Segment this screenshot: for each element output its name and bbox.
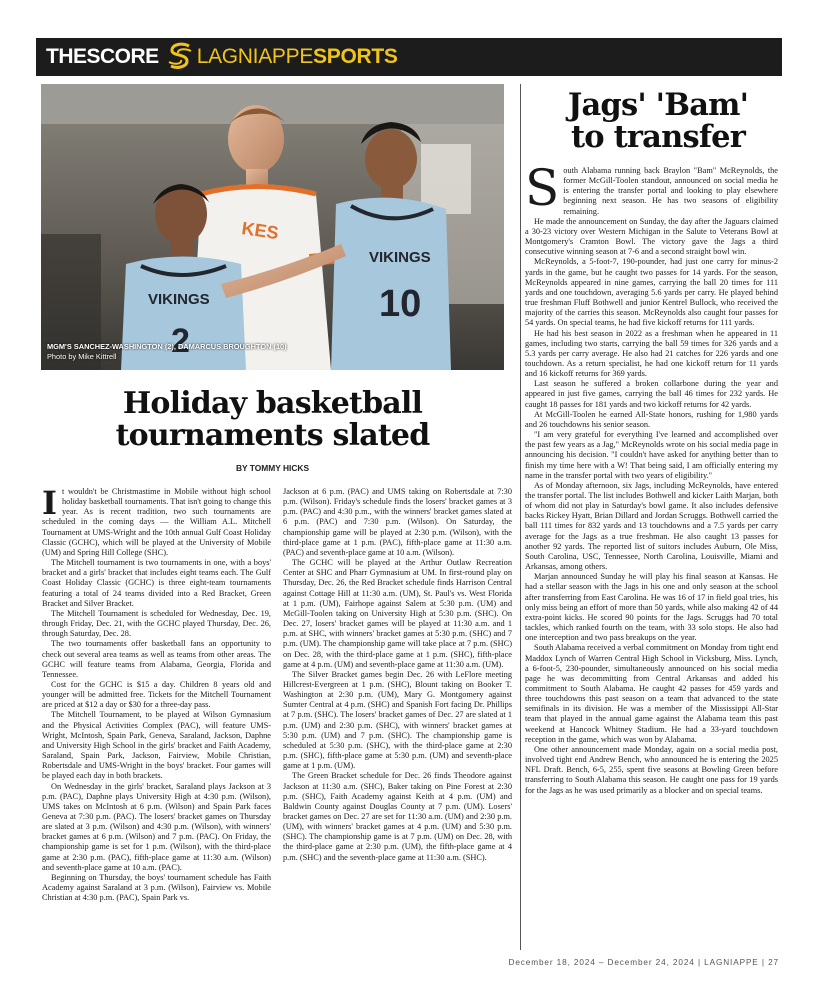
article-paragraph: It wouldn't be Christmastime in Mobile without high school holiday basketball tournaments. That isn't going to change this year. As is recent tradition, two such tournaments are scheduled in the coming days — the William A.L. Mitchell Tournament at UMS-Wright and the 10th annual Gulf Coast Holiday Classic (GCHC), which will be played at the University of Mobile (UM) and Spring Hill College (SHC). xyxy=(42,484,271,557)
banner-the: THE xyxy=(46,45,87,68)
column-divider xyxy=(520,84,521,950)
article-paragraph: The Green Bracket schedule for Dec. 26 finds Theodore against Jackson at 11:30 a.m. (SHC), Baker taking on Pine Forest at 2:30 p.m. (SHC), Faith Academy against Keith at 4 p.m. (UM) and Baldwin County against Douglas County at 7 p.m. (UM). Losers' bracket games on Dec. 27 are set for 11:30 a.m. (UM) and 2:30 p.m. (UM), with winners' bracket games at 4 p.m. (UM) and 5:30 p.m. (SHC). The championship game is at 7 p.m. (UM) on Dec. 28, with the third-place game at 2:30 p.m. (UM), the fifth-place game at 4 p.m. (SHC) and the seventh-place game at 11:30 a.m. (SHC). xyxy=(283,771,512,862)
left-article-column-2 xyxy=(283,487,512,863)
article-paragraph: "I am very grateful for everything I've learned and accomplished over the past few years as a Jag," McReynolds wrote on his social media page in announcing his decision. "I couldn't have asked for anything better than to finish my time here with a W! That being said, I am officially entering my name in the transfer portal with two years of eligibility." xyxy=(525,430,778,480)
article-paragraph: Marjan announced Sunday he will play his final season at Kansas. He had a stellar season with the Jags in his one and only season at the school after transferring from East Carolina. He was 16 of 17 in field goal tries, his only miss being an effort of more than 50 yards, while also making 42 of 44 extra-point kicks. He scored 90 points for the Jags. Scruggs had 70 total tackles, which ranked fourth on the team, with 33 solo stops. He also had one interception and two pass breakups on the year. xyxy=(525,572,778,643)
section-banner xyxy=(36,38,782,76)
article-paragraph: As of Monday afternoon, six Jags, including McReynolds, have entered the transfer portal. The list includes Bothwell and kicker Laith Marjan, both of whom did not play in Saturday's bowl game. It also includes defensive backs Rickey Hyatt, Brian Dillard and Jordan Scruggs. Bothwell carried the ball 111 times for 832 yards and 13 touchdowns and a 7.5 yards per carry average for the Jags as a true freshman. He also caught 13 passes for another 92 yards. The reported list of suitors includes Auburn, Ole Miss, South Carolina, USC, Tennessee, North Carolina, Louisville, Miami and Arkansas, among others. xyxy=(525,480,778,572)
left-headline-line2: tournaments slated xyxy=(115,418,430,453)
article-paragraph: Jackson at 6 p.m. (PAC) and UMS taking on Robertsdale at 7:30 p.m. (Wilson). Friday's schedule finds the losers' bracket games at 3 p.m. (PAC) and 4:30 p.m., with the winners' bracket games slated at 6 p.m. (PAC) and 7:30 p.m. (Wilson). On Saturday, the championship game will be played at 2:30 p.m. (Wilson), with the third-place game at 1 p.m. (PAC), fifth-place game at 11:30 a.m. (PAC) and seventh-place game at 10 a.m. (Wilson). xyxy=(283,487,512,557)
right-article-column xyxy=(525,159,778,796)
article-paragraph: He had his best season in 2022 as a freshman when he appeared in 11 games, including two starts, carrying the ball 59 times for 326 yards and a 5.3 yards per carry average. He also had 21 catches for 226 yards and one touchdown. As a return specialist, he had one kickoff return for 11 yards and 16 kickoff returns for 369 yards. xyxy=(525,328,778,379)
lagniappe-logo-icon xyxy=(167,42,193,72)
page-number: 27 xyxy=(768,958,779,967)
jersey-left-team: VIKINGS xyxy=(148,291,210,308)
photo-illustration xyxy=(41,84,504,370)
footer-dates: December 18, 2024 – December 24, 2024 xyxy=(508,958,695,967)
footer-separator: | xyxy=(697,958,701,967)
right-headline-line1: Jags' 'Bam' xyxy=(567,87,749,123)
article-paragraph: The Silver Bracket games begin Dec. 26 with LeFlore meeting Hillcrest-Evergreen at 1 p.m. (SHC), Blount taking on Booker T. Washington at 2:30 p.m. (UM), Mary G. Montgomery against Sumter Central at 4 p.m. (SHC) and Spanish Fort facing Dr. Phillips at 7 p.m. (SHC). The losers' bracket games of Dec. 27 are slated at 1 p.m. (UM) and 2:30 p.m. (SHC), with winners' bracket games at 5:30 p.m. (UM) and 7 p.m. (SHC). The championship game is scheduled at 5:30 p.m. (SHC), with the third-place game at 2:30 p.m. (SHC), fifth-place game at 5:30 p.m. (UM) and seventh-place game at 1 p.m. (UM). xyxy=(283,669,512,771)
left-article-column-1 xyxy=(42,484,271,903)
article-paragraph: The Mitchell Tournament is scheduled for Wednesday, Dec. 19, through Friday, Dec. 21, with the GCHC played Thursday, Dec. 26, through Saturday, Dec. 28. xyxy=(42,608,271,639)
svg-text:KES: KES xyxy=(240,218,280,244)
footer-publication: LAGNIAPPE xyxy=(704,958,759,967)
article-paragraph: McReynolds, a 5-foot-7, 190-pounder, had just one carry for minus-2 yards in the game, but he caught two passes for 14 yards. For the season, McReynolds appeared in nine games, carrying the ball 20 times for 111 yards and one touchdown, averaging 5.6 yards per carry. He played behind true freshman Fluff Bothwell and junior Kentrel Bullock, who received the majority of the carries this season. McReynolds also caught four passes for 54 yards. On special teams, he had five kickoff returns for 111 yards. xyxy=(525,257,778,328)
article-paragraph: Cost for the GCHC is $15 a day. Children 8 years old and younger will be admitted free. Tickets for the Mitchell Tournament are priced at $12 a day or $30 for a three-day pass. xyxy=(42,679,271,710)
jersey-right-team: VIKINGS xyxy=(369,249,431,266)
footer-separator: | xyxy=(761,958,765,967)
left-headline xyxy=(41,388,504,452)
right-headline-line2: to transfer xyxy=(570,119,746,155)
left-headline-line1: Holiday basketball xyxy=(122,386,423,421)
article-paragraph: Last season he suffered a broken collarbone during the year and appeared in just five games, carrying the ball 46 times for 232 yards. He caught 18 passes for 181 yards and two kickoff returns for 42 yards. xyxy=(525,379,778,409)
banner-score: SCORE xyxy=(86,45,159,68)
caption-text: MGM'S SANCHEZ-WASHINGTON (2), DAMARCUS BROUGHTON (10) xyxy=(47,342,287,351)
photo-credit: Photo by Mike Kittrell xyxy=(47,351,117,361)
photo-caption xyxy=(47,342,287,361)
article-paragraph: The Mitchell tournament is two tournaments in one, with a boys' bracket and a girls' bracket that includes eight teams each. The Gulf Coast Holiday Classic (GCHC) is three eight-team tournaments featuring a total of 24 teams divided into a Red Bracket, Green Bracket and Silver Bracket. xyxy=(42,558,271,608)
right-headline xyxy=(527,89,789,153)
page-footer xyxy=(509,958,779,967)
banner-lagniappe: LAGNIAPPE xyxy=(196,45,314,68)
article-paragraph: The Mitchell Tournament, to be played at Wilson Gymnasium and the Physical Activities Complex (PAC), will feature UMS-Wright, McIntosh, Spain Park, Geneva, Saraland, Jackson, Daphne and University High School in the girls' bracket and Faith Academy, Saraland, Spain Park, Jackson, Fairview, Mobile Christian, Robertsdale and UMS-Wright in the boys' bracket. Four games will be played each day in both brackets. xyxy=(42,710,271,781)
article-paragraph: One other announcement made Monday, again on a social media post, involved tight end Andrew Bench, who announced he is entering the 2025 NFL Draft. Bench, 6-5, 255, spent five seasons at Bowling Green before transferring to South Alabama this season. He caught one pass for 19 yards for the Jags as he was used primarily as a blocker and on special teams. xyxy=(525,744,778,795)
byline: BY TOMMY HICKS xyxy=(235,463,310,473)
jersey-right-number: 10 xyxy=(379,283,422,325)
article-paragraph: He made the announcement on Sunday, the day after the Jaguars claimed a 30-23 victory over Western Michigan in the Salute to Veterans Bowl at Montgomery's Cramton Bowl. The victory gave the Jags a third consecutive winning season at 7-6 and a second straight bowl win. xyxy=(525,216,778,257)
article-paragraph: The GCHC will be played at the Arthur Outlaw Recreation Center at SHC and Pharr Gymnasium at UM. In first-round play on Thursday, Dec. 26, the Red Bracket schedule finds Harrison Central against Cottage Hill at 11:30 a.m. (UM), St. Paul's vs. West Florida at 1 p.m. (UM), Fairhope against Salem at 5:30 p.m. (UM) and McGill-Toolen taking on University High at 5:30 p.m. (SHC). On Dec. 27, losers' bracket games will be played at 11:30 a.m. and 1 p.m. at SHC, with winners' bracket games at 5:30 p.m. (SHC) and 7 p.m. (UM). The championship game will take place at 7 p.m. (SHC) on Dec. 28, with the third-place game at 1 p.m. (SHC), fifth-place game at 4 p.m. (UM) and seventh-place game at 11:30 a.m. (UM). xyxy=(283,558,512,669)
article-paragraph: On Wednesday in the girls' bracket, Saraland plays Jackson at 3 p.m. (PAC), Daphne plays University High at 4:30 p.m. (Wilson), UMS takes on McIntosh at 6 p.m. (Wilson) and Spain Park faces Geneva at 7:30 p.m. (PAC). The losers' bracket games on Thursday are slated at 3 p.m. (Wilson) and 4:30 p.m. (Wilson), with winners' bracket games at 6 p.m. (Wilson) and 7 p.m. (PAC). On Friday, the championship game is set for 1 p.m. (Wilson), with the third-place game at 2:30 p.m. (PAC), fifth-place game at 11:30 a.m. (Wilson) and seventh-place game at 10 a.m. (PAC). xyxy=(42,781,271,872)
banner-sports: SPORTS xyxy=(313,45,398,68)
drop-cap: S xyxy=(525,159,560,217)
article-paragraph: Beginning on Thursday, the boys' tournament schedule has Faith Academy against Saraland at 3 p.m. (Wilson), Fairview vs. Mobile Christian at 4:30 p.m. (PAC), Spain Park vs. xyxy=(42,872,271,903)
article-paragraph: South Alabama received a verbal commitment on Monday from tight end Maddox Lynch of Warren Central High School in Vicksburg, Miss. Lynch, a 6-foot-5, 230-pounder, simultaneously announced on his social media page he was decommitting from Central Arkansas and added his commitment to South Alabama. He caught 42 passes for 459 yards and three touchdowns this past season on a team that advanced to the state semifinals in its division. He was a member of the Mississippi All-Star team that played in the annual game against the Alabama team this past weekend at Hancock Whitney Stadium. He had a 33-yard touchdown reception in the game, which was won by Alabama. xyxy=(525,643,778,744)
basketball-photo xyxy=(41,84,504,370)
jersey-left-number: 2 xyxy=(171,322,190,360)
article-paragraph: At McGill-Toolen he earned All-State honors, rushing for 1,980 yards and 26 touchdowns his senior season. xyxy=(525,409,778,429)
article-paragraph: South Alabama running back Braylon "Bam" McReynolds, the former McGill-Toolen standout, announced on social media he is entering the transfer portal and looking to play elsewhere beginning next season. He has two seasons of eligibility remaining. xyxy=(525,159,778,217)
drop-cap: I xyxy=(42,484,57,522)
article-paragraph: The two tournaments offer basketball fans an opportunity to check out several area teams as well as teams from other areas. The GCHC will feature teams from Alabama, Georgia, Florida and Tennessee. xyxy=(42,639,271,679)
